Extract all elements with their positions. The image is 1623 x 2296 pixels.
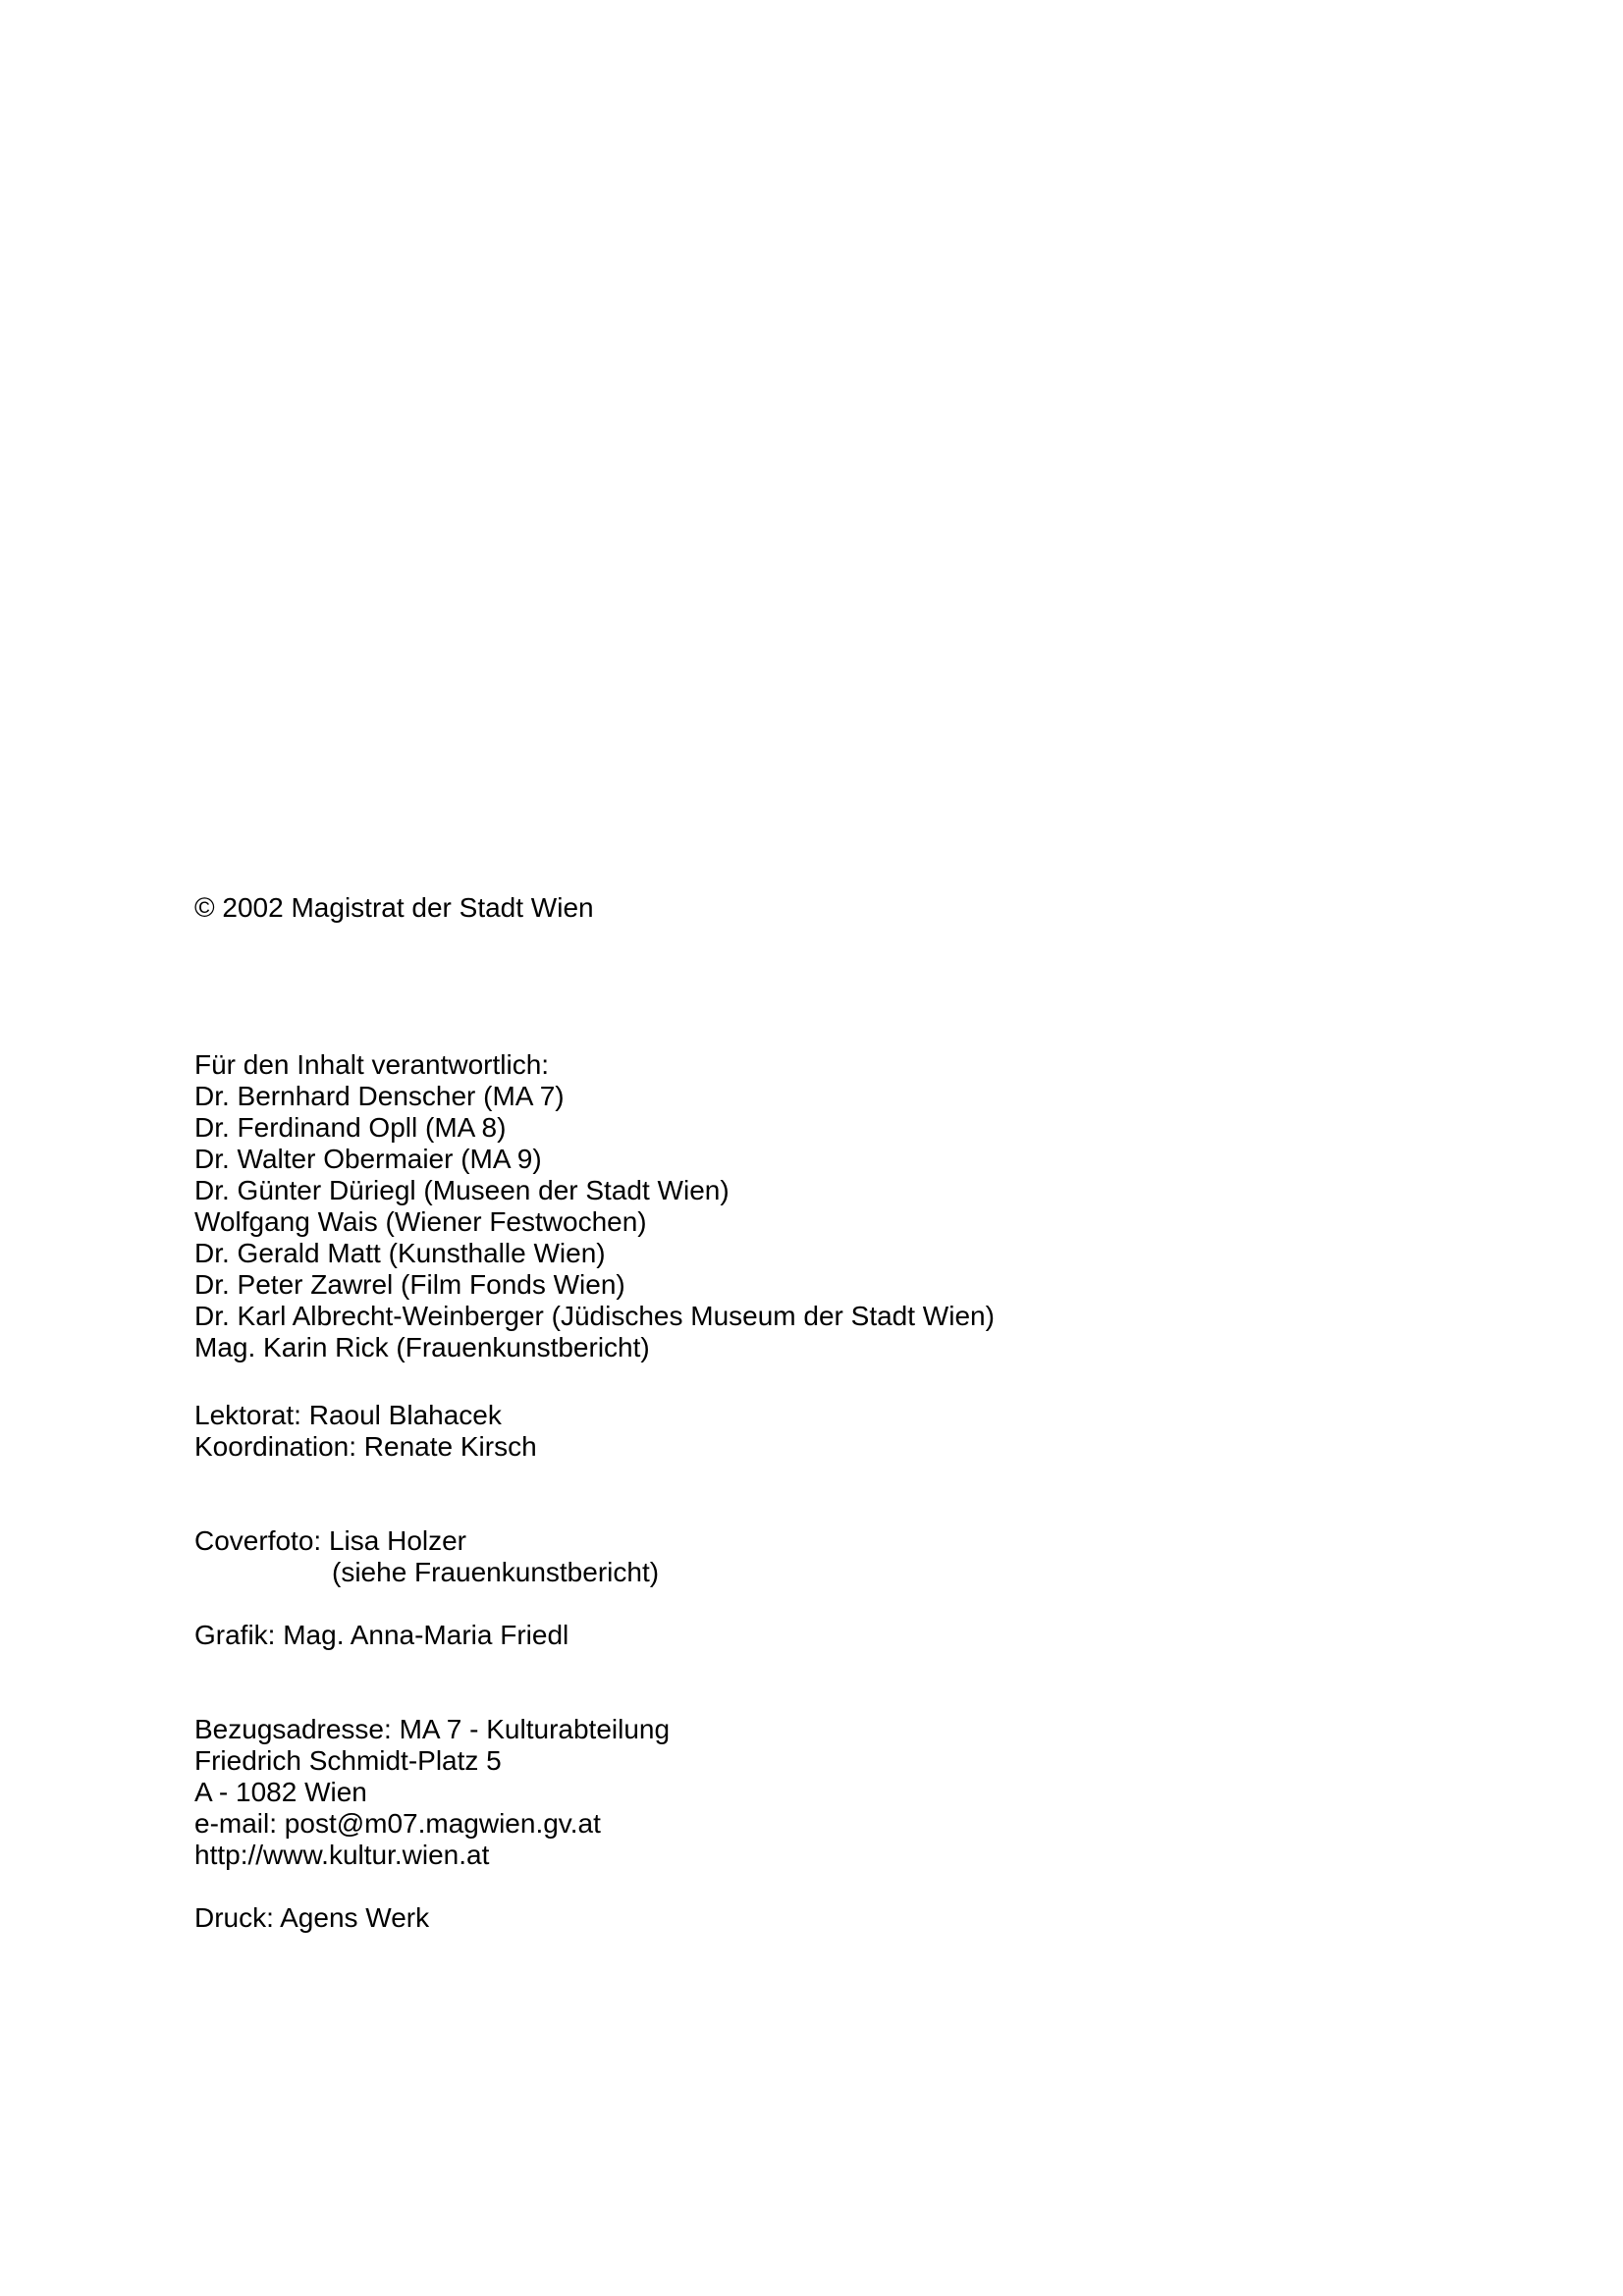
responsible-person: Dr. Karl Albrecht-Weinberger (Jüdisches Museum der Stadt Wien) [194, 1301, 995, 1331]
lektorat-line: Lektorat: Raoul Blahacek [194, 1400, 502, 1430]
address-line: A - 1082 Wien [194, 1777, 367, 1807]
editorial-block [194, 1400, 537, 1463]
email-line: e-mail: post@m07.magwien.gv.at [194, 1808, 601, 1839]
address-line: Friedrich Schmidt-Platz 5 [194, 1745, 502, 1776]
druck-line: Druck: Agens Werk [194, 1902, 430, 1933]
print-block [194, 1902, 429, 1934]
design-block [194, 1620, 568, 1651]
coverfoto-line: Coverfoto: Lisa Holzer [194, 1525, 467, 1556]
address-line: Bezugsadresse: MA 7 - Kulturabteilung [194, 1714, 671, 1744]
koordination-line: Koordination: Renate Kirsch [194, 1431, 537, 1462]
responsible-person: Dr. Günter Düriegl (Museen der Stadt Wien) [194, 1175, 730, 1205]
grafik-line: Grafik: Mag. Anna-Maria Friedl [194, 1620, 569, 1650]
responsible-person: Dr. Gerald Matt (Kunsthalle Wien) [194, 1238, 606, 1268]
website-line: http://www.kultur.wien.at [194, 1840, 490, 1870]
responsible-block [194, 1049, 995, 1363]
responsible-person: Dr. Bernhard Denscher (MA 7) [194, 1081, 565, 1111]
address-block [194, 1714, 670, 1871]
responsible-heading: Für den Inhalt verantwortlich: [194, 1049, 550, 1080]
copyright-block [194, 892, 594, 924]
responsible-person: Dr. Peter Zawrel (Film Fonds Wien) [194, 1269, 625, 1300]
responsible-person: Wolfgang Wais (Wiener Festwochen) [194, 1206, 647, 1237]
coverfoto-note: (siehe Frauenkunstbericht) [332, 1557, 660, 1587]
responsible-person: Dr. Ferdinand Opll (MA 8) [194, 1112, 507, 1143]
copyright-line: © 2002 Magistrat der Stadt Wien [194, 892, 594, 923]
cover-credit-block [194, 1525, 659, 1588]
responsible-person: Dr. Walter Obermaier (MA 9) [194, 1144, 542, 1174]
responsible-person: Mag. Karin Rick (Frauenkunstbericht) [194, 1332, 650, 1362]
